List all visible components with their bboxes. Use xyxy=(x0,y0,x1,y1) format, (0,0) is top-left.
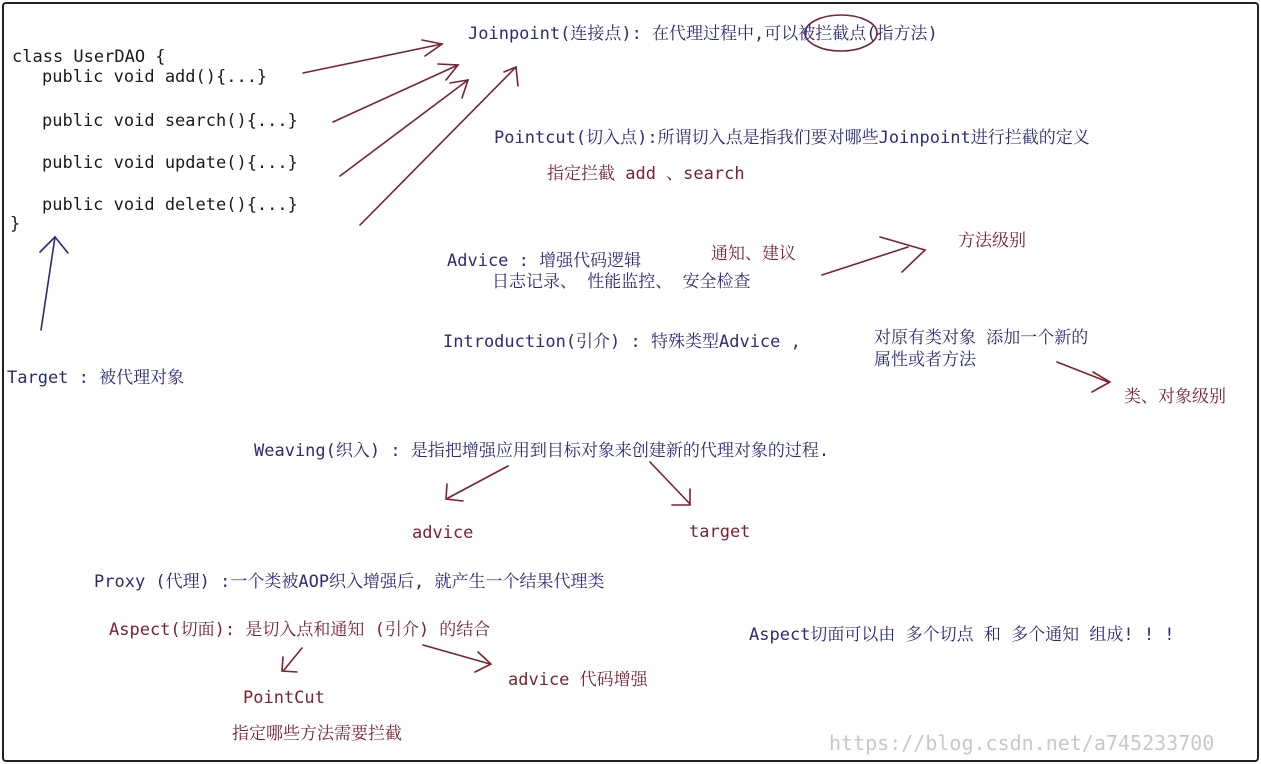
aspect-definition: Aspect(切面): 是切入点和通知 (引介) 的结合 xyxy=(109,620,491,640)
weaving-definition: Weaving(织入) : 是指把增强应用到目标对象来创建新的代理对象的过程. xyxy=(254,441,830,461)
proxy-definition: Proxy (代理) :一个类被AOP织入增强后, 就产生一个结果代理类 xyxy=(94,572,605,592)
weaving-target-label: target xyxy=(689,522,751,542)
aspect-pointcut-desc: 指定哪些方法需要拦截 xyxy=(232,724,402,744)
aspect-advice-label: advice 代码增强 xyxy=(508,670,648,690)
code-method-delete: public void delete(){...} xyxy=(42,195,298,215)
pointcut-definition: Pointcut(切入点):所谓切入点是指我们要对哪些Joinpoint进行拦截的定义 xyxy=(494,128,1090,148)
pointcut-example: 指定拦截 add 、search xyxy=(547,164,745,184)
watermark-text: https://blog.csdn.net/a745233700 xyxy=(829,731,1215,755)
introduction-level: 类、对象级别 xyxy=(1124,387,1226,407)
code-class-close: } xyxy=(10,214,21,234)
code-method-search: public void search(){...} xyxy=(42,111,298,131)
weaving-advice-label: advice xyxy=(412,523,474,543)
introduction-definition: Introduction(引介) : 特殊类型Advice , xyxy=(443,332,801,352)
aspect-note: Aspect切面可以由 多个切点 和 多个通知 组成! ! ! xyxy=(749,625,1175,645)
target-label: Target : 被代理对象 xyxy=(7,368,185,388)
advice-level: 方法级别 xyxy=(958,231,1026,251)
aspect-pointcut-label: PointCut xyxy=(243,688,325,708)
advice-examples: 日志记录、 性能监控、 安全检查 xyxy=(492,272,751,292)
code-method-update: public void update(){...} xyxy=(42,153,298,173)
code-method-add: public void add(){...} xyxy=(42,67,268,87)
joinpoint-definition xyxy=(468,24,938,44)
advice-definition: Advice : 增强代码逻辑 xyxy=(447,251,642,271)
code-class-declaration: class UserDAO { xyxy=(12,47,166,67)
introduction-desc-line2: 属性或者方法 xyxy=(874,350,976,370)
joinpoint-highlight: 可以 xyxy=(764,24,799,44)
introduction-desc-line1: 对原有类对象 添加一个新的 xyxy=(874,328,1089,348)
joinpoint-prefix: Joinpoint(连接点): 在代理过程中, xyxy=(468,24,765,44)
advice-alias: 通知、建议 xyxy=(711,244,796,264)
joinpoint-suffix: 被拦截点(指方法) xyxy=(798,24,938,44)
